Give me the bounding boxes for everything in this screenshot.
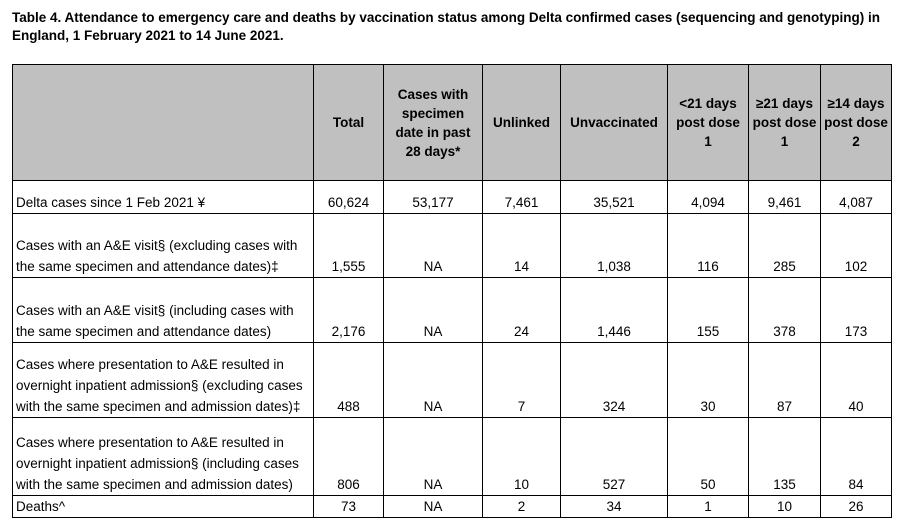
cell-value: 285 — [749, 214, 821, 278]
cell-value: 26 — [821, 496, 892, 518]
table-row-inpatient-admission-including — [13, 418, 892, 496]
cell-value: 2,176 — [314, 278, 384, 343]
cell-value: 87 — [749, 343, 821, 418]
cell-value: NA — [384, 418, 483, 496]
cell-value: 155 — [668, 278, 749, 343]
column-header-unlinked: Unlinked — [483, 65, 561, 181]
row-label: Cases with an A&E visit§ (excluding cases with the same specimen and attendance dates)‡ — [13, 214, 314, 278]
row-label: Cases where presentation to A&E resulted in overnight inpatient admission§ (including cases with the same specimen and admission dates) — [13, 418, 314, 496]
cell-value: 488 — [314, 343, 384, 418]
table-title: Table 4. Attendance to emergency care and deaths by vaccination status among Delta confirmed cases (sequencing and genotyping) in England, 1 February 2021 to 14 June 2021. — [12, 10, 880, 43]
column-header-empty — [13, 65, 314, 181]
attendance-deaths-table — [12, 64, 892, 518]
cell-value: 10 — [749, 496, 821, 518]
cell-value: 527 — [561, 418, 668, 496]
cell-value: 60,624 — [314, 181, 384, 214]
cell-value: 2 — [483, 496, 561, 518]
table-row-delta-cases — [13, 181, 892, 214]
cell-value: NA — [384, 343, 483, 418]
cell-value: 7 — [483, 343, 561, 418]
cell-value: NA — [384, 278, 483, 343]
cell-value: 4,094 — [668, 181, 749, 214]
column-header-total: Total — [314, 65, 384, 181]
column-header-gte21-days-dose1: ≥21 days post dose 1 — [749, 65, 821, 181]
cell-value: 35,521 — [561, 181, 668, 214]
table-header-row — [13, 65, 892, 181]
column-header-lt21-days-dose1: <21 days post dose 1 — [668, 65, 749, 181]
cell-value: 324 — [561, 343, 668, 418]
cell-value: 73 — [314, 496, 384, 518]
cell-value: 806 — [314, 418, 384, 496]
cell-value: 84 — [821, 418, 892, 496]
cell-value: 10 — [483, 418, 561, 496]
cell-value: 24 — [483, 278, 561, 343]
column-header-specimen-28-days: Cases with specimen date in past 28 days* — [384, 65, 483, 181]
table-row-ae-visit-excluding — [13, 214, 892, 278]
cell-value: 4,087 — [821, 181, 892, 214]
cell-value: 50 — [668, 418, 749, 496]
row-label: Delta cases since 1 Feb 2021 ¥ — [13, 181, 314, 214]
table-row-inpatient-admission-excluding — [13, 343, 892, 418]
cell-value: 173 — [821, 278, 892, 343]
cell-value: 378 — [749, 278, 821, 343]
cell-value: NA — [384, 214, 483, 278]
cell-value: 1,555 — [314, 214, 384, 278]
cell-value: 53,177 — [384, 181, 483, 214]
cell-value: 40 — [821, 343, 892, 418]
cell-value: 30 — [668, 343, 749, 418]
cell-value: 1,038 — [561, 214, 668, 278]
cell-value: 14 — [483, 214, 561, 278]
row-label: Cases where presentation to A&E resulted in overnight inpatient admission§ (excluding cases with the same specimen and admission dates)‡ — [13, 343, 314, 418]
row-label: Cases with an A&E visit§ (including cases with the same specimen and attendance dates) — [13, 278, 314, 343]
cell-value: 1 — [668, 496, 749, 518]
cell-value: 135 — [749, 418, 821, 496]
cell-value: 9,461 — [749, 181, 821, 214]
table-row-deaths — [13, 496, 892, 518]
column-header-gte14-days-dose2: ≥14 days post dose 2 — [821, 65, 892, 181]
table-row-ae-visit-including — [13, 278, 892, 343]
cell-value: 34 — [561, 496, 668, 518]
cell-value: 102 — [821, 214, 892, 278]
cell-value: 116 — [668, 214, 749, 278]
column-header-unvaccinated: Unvaccinated — [561, 65, 668, 181]
cell-value: 1,446 — [561, 278, 668, 343]
cell-value: NA — [384, 496, 483, 518]
row-label: Deaths^ — [13, 496, 314, 518]
cell-value: 7,461 — [483, 181, 561, 214]
